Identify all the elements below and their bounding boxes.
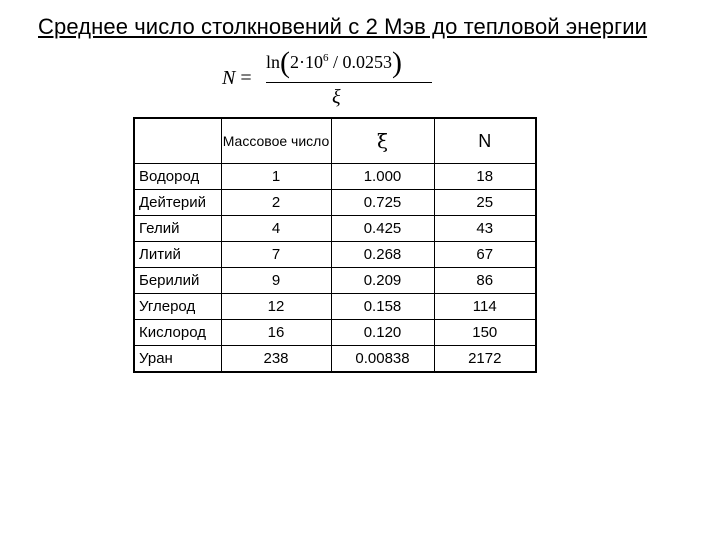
formula-coefficient: 2·10 — [290, 52, 324, 72]
table-row — [134, 268, 536, 294]
table-row — [134, 294, 536, 320]
xi-value: 0.425 — [331, 216, 434, 242]
table-row — [134, 346, 536, 373]
table-row — [134, 164, 536, 190]
formula-fraction-line — [266, 82, 432, 83]
formula-close-paren: ) — [392, 46, 403, 79]
n-value: 25 — [434, 190, 536, 216]
formula-open-paren: ( — [280, 46, 291, 79]
formula-equals: = — [240, 67, 252, 89]
formula-thermal-energy: / 0.0253 — [328, 52, 393, 72]
formula-ln: ln — [266, 52, 281, 72]
mass-number: 9 — [221, 268, 331, 294]
formula-exponent: 6 — [323, 52, 329, 64]
header-empty-cell — [134, 118, 221, 164]
collision-table — [133, 117, 537, 373]
header-n: N — [434, 118, 536, 164]
formula-lhs — [222, 67, 252, 90]
xi-value: 0.120 — [331, 320, 434, 346]
table-row — [134, 320, 536, 346]
table-row — [134, 190, 536, 216]
header-xi: ξ — [331, 118, 434, 164]
element-name: Берилий — [134, 268, 221, 294]
n-value: 114 — [434, 294, 536, 320]
xi-value: 0.00838 — [331, 346, 434, 373]
collision-formula — [222, 48, 432, 114]
element-name: Дейтерий — [134, 190, 221, 216]
table-header-row — [134, 118, 536, 164]
element-name: Кислород — [134, 320, 221, 346]
xi-value: 1.000 — [331, 164, 434, 190]
slide-title: Среднее число столкновений с 2 Мэв до тепловой энергии — [38, 14, 648, 39]
n-value: 150 — [434, 320, 536, 346]
mass-number: 1 — [221, 164, 331, 190]
mass-number: 7 — [221, 242, 331, 268]
mass-number: 238 — [221, 346, 331, 373]
mass-number: 16 — [221, 320, 331, 346]
table-row — [134, 216, 536, 242]
formula-numerator — [266, 48, 402, 78]
n-value: 67 — [434, 242, 536, 268]
formula-denominator: ξ — [332, 86, 341, 108]
formula-n-symbol: N — [222, 67, 236, 89]
n-value: 18 — [434, 164, 536, 190]
mass-number: 12 — [221, 294, 331, 320]
element-name: Гелий — [134, 216, 221, 242]
element-name: Водород — [134, 164, 221, 190]
xi-value: 0.158 — [331, 294, 434, 320]
element-name: Уран — [134, 346, 221, 373]
element-name: Литий — [134, 242, 221, 268]
mass-number: 4 — [221, 216, 331, 242]
xi-value: 0.209 — [331, 268, 434, 294]
xi-value: 0.268 — [331, 242, 434, 268]
mass-number: 2 — [221, 190, 331, 216]
element-name: Углерод — [134, 294, 221, 320]
table-row — [134, 242, 536, 268]
header-mass-number: Массовое число — [221, 118, 331, 164]
n-value: 43 — [434, 216, 536, 242]
n-value: 2172 — [434, 346, 536, 373]
xi-value: 0.725 — [331, 190, 434, 216]
n-value: 86 — [434, 268, 536, 294]
